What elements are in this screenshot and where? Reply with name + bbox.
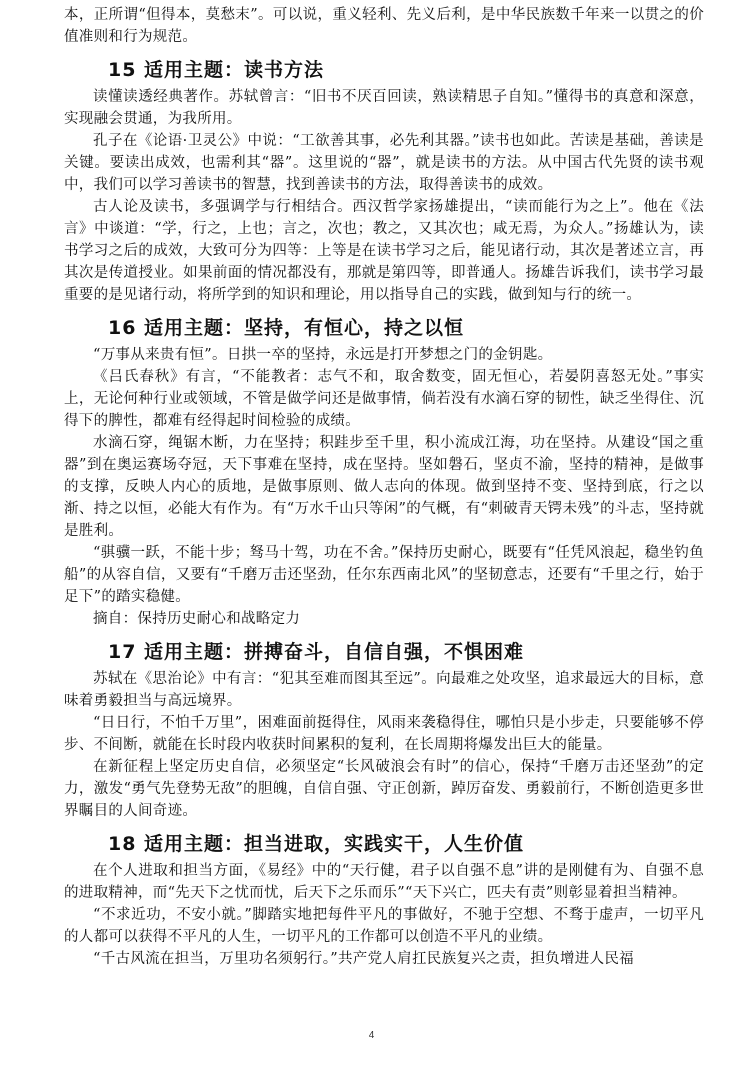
document-page	[64, 4, 704, 970]
section-17-heading: 17 适用主题：拼搏奋斗，自信自强，不惧困难	[108, 641, 525, 663]
section-15-paragraph-1: 读懂读透经典著作。苏轼曾言：“旧书不厌百回读，熟读精思子自知。”懂得书的真意和深意，实现融会贯通，为我所用。	[64, 89, 704, 127]
section-18-paragraph-3: “千古风流在担当，万里功名须躬行。”共产党人肩扛民族复兴之责，担负增进人民福	[93, 951, 634, 967]
section-15-heading: 15 适用主题：读书方法	[108, 59, 325, 81]
section-16-heading: 16 适用主题：坚持，有恒心，持之以恒	[108, 317, 465, 339]
section-15-paragraph-3: 古人论及读书，多强调学与行相结合。西汉哲学家扬雄提出，“读而能行为之上”。他在《法言》中谈道：“学，行之，上也；言之，次也；教之，又其次也；咸无焉，为众人。”扬雄认为，读书学习之后的成效，大致可分为四等：上等是在读书学习之后，能见诸行动，其次是著述立言，再其次是传道授业。如果前面的情况都没有，那就是第四等，即普通人。扬雄告诉我们，读书学习最重要的是见诸行动，将所学到的知识和理论，用以指导自己的实践，做到知与行的统一。	[64, 199, 704, 303]
section-16-paragraph-1: “万事从来贵有恒”。日拱一卒的坚持，永远是打开梦想之门的金钥匙。	[93, 347, 553, 363]
section-16-paragraph-3: 水滴石穿，绳锯木断，力在坚持；积跬步至千里，积小流成江海，功在坚持。从建设“国之重器”到在奥运赛场夺冠，天下事难在坚持，成在坚持。坚如磐石，坚贞不渝，坚持的精神，是做事的支撑，反映人内心的质地，是做事原则、做人志向的体现。做到坚持不变、坚持到底，行之以渐、持之以恒，必能大有作为。有“万水千山只等闲”的气概，有“刺破青天锷未残”的斗志，坚持就是胜利。	[64, 435, 704, 539]
intro-paragraph: 本，正所谓“但得本，莫愁末”。可以说，重义轻利、先义后利，是中华民族数千年来一以贯之的价值准则和行为规范。	[64, 7, 704, 45]
page-number: 4	[368, 1030, 375, 1041]
section-18-heading: 18 适用主题：担当进取，实践实干，人生价值	[108, 833, 525, 855]
section-16-paragraph-2: 《吕氏春秋》有言，“不能教者：志气不和，取舍数变，固无恒心，若晏阴喜怒无处。”事实上，无论何种行业或领域，不管是做学问还是做事情，倘若没有水滴石穿的韧性，缺乏坐得住、沉得下的脾性，都难有经得起时间检验的成绩。	[64, 369, 704, 429]
section-18-paragraph-1: 在个人进取和担当方面，《易经》中的“天行健，君子以自强不息”讲的是刚健有为、自强不息的进取精神，而“先天下之忧而忧，后天下之乐而乐”“天下兴亡，匹夫有责”则彰显着担当精神。	[64, 863, 704, 901]
section-16-paragraph-4: “骐骥一跃，不能十步；驽马十驾，功在不舍。”保持历史耐心，既要有“任凭风浪起，稳坐钓鱼船”的从容自信，又要有“千磨万击还坚劲，任尔东西南北风”的坚韧意志，还要有“千里之行，始于足下”的踏实稳健。	[64, 545, 704, 605]
section-17-paragraph-2: “日日行，不怕千万里”，困难面前挺得住，风雨来袭稳得住，哪怕只是小步走，只要能够不停步、不间断，就能在长时段内收获时间累积的复利，在长周期将爆发出巨大的能量。	[64, 715, 704, 753]
section-17-paragraph-1: 苏轼在《思治论》中有言：“犯其至难而图其至远”。向最难之处攻坚，追求最远大的目标，意味着勇毅担当与高远境界。	[64, 671, 704, 709]
section-15-paragraph-2: 孔子在《论语·卫灵公》中说：“工欲善其事，必先利其器。”读书也如此。苦读是基础，善读是关键。要读出成效，也需利其“器”。这里说的“器”，就是读书的方法。从中国古代先贤的读书观中，我们可以学习善读书的智慧，找到善读书的方法，取得善读书的成效。	[64, 133, 704, 193]
section-16-source: 摘自：保持历史耐心和战略定力	[93, 611, 301, 627]
section-18-paragraph-2: “不求近功，不安小就。”脚踏实地把每件平凡的事做好，不驰于空想、不骛于虚声，一切平凡的人都可以获得不平凡的人生，一切平凡的工作都可以创造不平凡的业绩。	[64, 907, 704, 945]
section-17-paragraph-3: 在新征程上坚定历史自信，必须坚定“长风破浪会有时”的信心，保持“千磨万击还坚劲”的定力，激发“勇气先登势无敌”的胆魄，自信自强、守正创新，踔厉奋发、勇毅前行，不断创造更多世界瞩目的人间奇迹。	[64, 759, 704, 819]
